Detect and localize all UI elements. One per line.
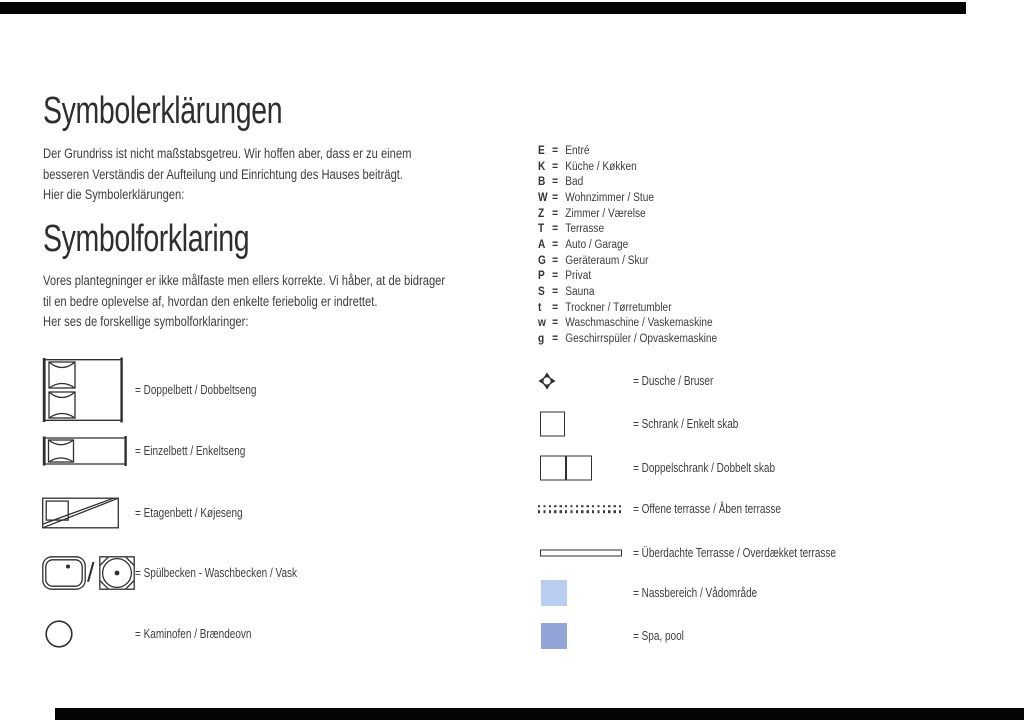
- code-label: Entré: [565, 144, 590, 157]
- paragraph-line: besseren Verständis der Aufteilung und Einrichtung des Hauses beiträgt.: [43, 166, 404, 182]
- equals-sign: =: [552, 333, 558, 346]
- code-label: Auto / Garage: [565, 238, 629, 251]
- double-bed-icon: [42, 357, 126, 422]
- legend-row-double-bed: [42, 357, 462, 422]
- letter-code-row: [538, 143, 717, 159]
- bunk-bed-icon: [42, 497, 119, 528]
- legend-row-single-cabinet: [538, 411, 958, 436]
- equals-sign: =: [552, 238, 558, 251]
- equals-sign: =: [552, 207, 558, 220]
- code-label: Trockner / Tørretumbler: [565, 301, 672, 314]
- code-letter: W: [538, 191, 548, 204]
- code-letter: T: [538, 223, 545, 236]
- equals-sign: =: [552, 286, 558, 299]
- code-letter: E: [538, 144, 545, 157]
- code-letter: g: [538, 333, 545, 346]
- open-terrace-icon: [538, 505, 622, 513]
- equals-sign: =: [552, 270, 558, 283]
- covered-terrace-icon: [540, 549, 622, 556]
- code-letter: K: [538, 160, 546, 173]
- code-label: Geräteraum / Skur: [565, 254, 649, 267]
- legend-row-wood-stove: [45, 620, 465, 648]
- letter-code-row: [538, 300, 717, 316]
- danish-intro-paragraph: [43, 271, 445, 333]
- legend-label: = Überdachte Terrasse / Overdækket terrasse: [633, 545, 836, 560]
- paragraph-line: Hier die Symbolerklärungen:: [43, 187, 185, 202]
- letter-code-row: [538, 190, 717, 206]
- legend-label: = Spa, pool: [633, 629, 684, 643]
- legend-label: = Offene terrasse / Åben terrasse: [633, 502, 781, 516]
- legend-row-open-terrace: [538, 504, 958, 514]
- wood-stove-icon: [45, 620, 73, 648]
- paragraph-line: Her ses de forskellige symbolforklaringer:: [43, 314, 249, 329]
- german-section-title: Symbolerklärungen: [43, 90, 283, 132]
- letter-code-row: [538, 284, 717, 300]
- letter-code-row: [538, 331, 717, 347]
- code-letter: Z: [538, 207, 545, 220]
- legend-label: = Nassbereich / Vådområde: [633, 586, 758, 600]
- code-letter: A: [538, 238, 546, 251]
- code-label: Bad: [565, 176, 584, 189]
- legend-label: = Etagenbett / Køjeseng: [135, 505, 243, 520]
- letter-code-row: [538, 269, 717, 285]
- code-label: Geschirrspüler / Opvaskemaskine: [565, 333, 718, 346]
- legend-label: = Dusche / Bruser: [633, 374, 714, 388]
- spa-pool-icon: [541, 623, 567, 649]
- legend-row-bunk-bed: [42, 497, 462, 528]
- equals-sign: =: [552, 254, 558, 267]
- letter-code-row: [538, 221, 717, 237]
- legend-label: = Schrank / Enkelt skab: [633, 416, 739, 431]
- equals-sign: =: [552, 176, 558, 189]
- shower-icon: [538, 372, 556, 390]
- equals-sign: =: [552, 144, 558, 157]
- legend-row-single-bed: [42, 436, 462, 466]
- letter-code-row: [538, 174, 717, 190]
- equals-sign: =: [552, 317, 558, 330]
- room-letter-codes-list: [538, 143, 717, 347]
- code-letter: B: [538, 176, 546, 189]
- letter-code-row: [538, 159, 717, 175]
- legend-label: = Einzelbett / Enkeltseng: [135, 444, 246, 458]
- german-intro-paragraph: [43, 144, 411, 206]
- equals-sign: =: [552, 223, 558, 236]
- code-label: Küche / Køkken: [565, 160, 637, 173]
- legend-label: = Spülbecken - Waschbecken / Vask: [135, 566, 298, 580]
- code-letter: P: [538, 270, 545, 283]
- code-label: Sauna: [565, 286, 595, 299]
- code-label: Privat: [565, 270, 592, 283]
- letter-code-row: [538, 237, 717, 253]
- legend-label: = Doppelbett / Dobbeltseng: [135, 382, 257, 397]
- single-cabinet-icon: [540, 411, 565, 436]
- paragraph-line: til en bedre oplevelse af, hvordan den enkelte feriebolig er indrettet.: [43, 293, 378, 309]
- single-bed-icon: [42, 436, 130, 466]
- equals-sign: =: [552, 160, 558, 173]
- legend-row-spa-pool: [538, 623, 958, 649]
- sink-basin-icon: [42, 556, 86, 590]
- code-label: Terrasse: [565, 223, 605, 236]
- double-cabinet-icon: [540, 455, 592, 480]
- equals-sign: =: [552, 301, 558, 314]
- letter-code-row: [538, 253, 717, 269]
- legend-row-wet-area: [538, 580, 958, 606]
- legend-row-covered-terrace: [538, 545, 998, 560]
- code-letter: G: [538, 254, 546, 267]
- round-sink-icon: [99, 556, 135, 590]
- bottom-divider-bar: [55, 708, 1024, 720]
- slash-separator: /: [87, 557, 95, 588]
- legend-label: = Doppelschrank / Dobbelt skab: [633, 460, 776, 475]
- code-label: Wohnzimmer / Stue: [565, 191, 654, 204]
- code-letter: S: [538, 286, 545, 299]
- code-letter: t: [538, 301, 542, 314]
- code-letter: w: [538, 317, 546, 330]
- letter-code-row: [538, 316, 717, 332]
- code-label: Zimmer / Værelse: [565, 207, 646, 220]
- legend-row-shower: [538, 372, 958, 390]
- paragraph-line: Vores plantegninger er ikke målfaste men ellers korrekte. Vi håber, at de bidrager: [43, 273, 446, 288]
- wet-area-icon: [541, 580, 567, 606]
- legend-row-sink: [42, 556, 462, 590]
- legend-row-double-cabinet: [538, 455, 958, 480]
- danish-section-title: Symbolforklaring: [43, 218, 250, 260]
- code-label: Waschmaschine / Vaskemaskine: [565, 317, 713, 330]
- paragraph-line: Der Grundriss ist nicht maßstabsgetreu. Wir hoffen aber, dass er zu einem: [43, 146, 412, 161]
- top-divider-bar: [0, 2, 966, 14]
- legend-label: = Kaminofen / Brændeovn: [135, 627, 252, 641]
- equals-sign: =: [552, 191, 558, 204]
- letter-code-row: [538, 206, 717, 222]
